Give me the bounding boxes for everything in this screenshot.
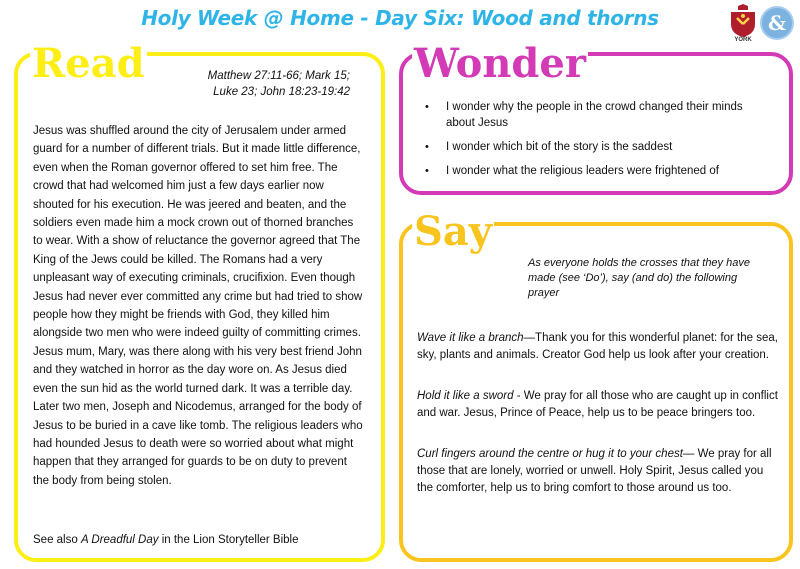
page-title: Holy Week @ Home - Day Six: Wood and thorns bbox=[141, 6, 659, 30]
diocese-of-york-logo bbox=[729, 4, 757, 48]
story-paragraph-2: Later two men, Joseph and Nicodemus, arranged for the body of Jesus to be buried in a cave like tomb. The religious leaders who had hounded Jesus to death were so worried about what might happen that they arranged for guards to be on duty to prevent the body from being stolen. bbox=[33, 401, 363, 487]
say-heading: Say bbox=[414, 208, 493, 255]
prayer-action: Curl fingers around the centre or hug it to your chest bbox=[417, 448, 683, 460]
prayer-sword bbox=[417, 388, 779, 422]
say-intro: As everyone holds the crosses that they have made (see ‘Do’), say (and do) the following prayer bbox=[528, 257, 750, 299]
story-text bbox=[33, 122, 363, 490]
wonder-item-text: I wonder what the religious leaders were frightened of bbox=[446, 165, 719, 177]
story-paragraph-1: Jesus was shuffled around the city of Jerusalem under armed guard for a number of different trials. But it made little difference, even when the Roman governor offered to set him free. The crowd that had welcomed him just a few days earlier now shouted for his execution. He was jeered and beaten, and the soldiers even made him a mock crown out of thorned branches to wear. With a show of reluctance the governor agreed that The King of the Jews could be killed. The Romans had a very unpleasant way of executing criminals, crucifixion. Even though Jesus had never ever committed any crime but had tried to show people how they might be friends with God, they killed him alongside two men who were indeed guilty of committing crimes. Jesus mum, Mary, was there along with his very best friend John and they watched in horror as the day wore on. As Jesus died even the sun hid as the world turned dark. It was a terrible day. bbox=[33, 125, 363, 395]
see-also-suffix: in the Lion Storyteller Bible bbox=[158, 534, 299, 546]
wonder-item-text: I wonder which bit of the story is the saddest bbox=[446, 141, 673, 153]
ampersand-logo: & bbox=[760, 6, 794, 40]
wonder-item bbox=[420, 139, 770, 155]
prayer-action: Wave it like a branch bbox=[417, 332, 524, 344]
prayer-branch bbox=[417, 330, 779, 364]
wonder-heading: Wonder bbox=[414, 40, 586, 87]
see-also-prefix: See also bbox=[33, 534, 81, 546]
read-heading: Read bbox=[32, 40, 145, 87]
wonder-item bbox=[420, 99, 770, 131]
wonder-list bbox=[420, 99, 770, 187]
bible-reference-line-1: Matthew 27:11-66; Mark 15; bbox=[207, 70, 350, 82]
bullet-icon: • bbox=[425, 101, 429, 113]
see-also-line bbox=[33, 532, 363, 548]
bullet-icon: • bbox=[425, 165, 429, 177]
prayer-text: - We pray for all those who are caught up in conflict and war. Jesus, Prince of Peace, help us to be peace bringers too. bbox=[417, 390, 778, 419]
york-label: YORK bbox=[734, 37, 752, 43]
prayer-hug bbox=[417, 446, 779, 497]
shield-icon bbox=[729, 4, 757, 38]
prayer-text: —Thank you for this wonderful planet: for the sea, sky, plants and animals. Creator God help us look after your creation. bbox=[417, 332, 778, 361]
wonder-item bbox=[420, 163, 770, 179]
prayer-action: Hold it like a sword bbox=[417, 390, 514, 402]
prayer-text: — We pray for all those that are lonely, worried or unwell. Holy Spirit, Jesus called you the comforter, help us to bring comfort to those around us too. bbox=[417, 448, 772, 494]
bible-reference-line-2: Luke 23; John 18:23-19:42 bbox=[213, 86, 350, 98]
wonder-item-text: I wonder why the people in the crowd changed their minds about Jesus bbox=[446, 101, 743, 129]
bullet-icon: • bbox=[425, 141, 429, 153]
see-also-book-title: A Dreadful Day bbox=[80, 534, 159, 546]
bible-reference bbox=[190, 68, 350, 100]
